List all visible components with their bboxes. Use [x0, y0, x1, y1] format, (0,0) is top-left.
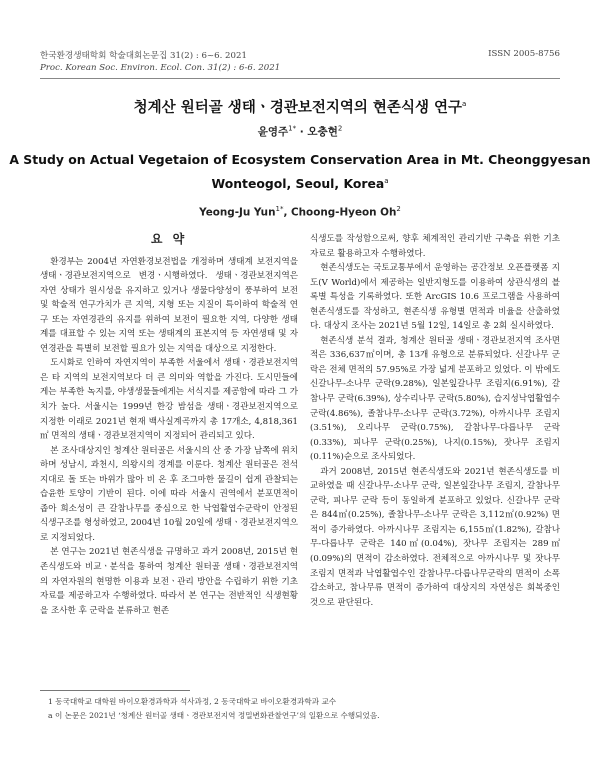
- journal-citation-ko: 한국환경생태학회 학술대회논문집 31(2) : 6~6. 2021: [40, 51, 247, 61]
- author-sep-ko: ·: [296, 126, 308, 138]
- abstract-paragraph: 도시화로 인하여 자연지역이 부족한 서울에서 생태ㆍ경관보전지역은 타 지역의 보전지역보다 더 큰 의미와 역할을 가진다. 도시민들에게는 부족한 녹지를, 야생생물들에게는 서식지를 제공함에 따라 그 가치가 높다. 서울시는 1999년 한강 밤섬을 생태ㆍ경관보전지역으로 지정한 이래로 2021년 현재 백사실계곡까지 총 17개소, 4,818,361㎡ 면적의 생태ㆍ경관보전지역이 지정되어 관리되고 있다.: [40, 358, 298, 442]
- author1-en-sup: 1*: [275, 205, 284, 213]
- paper-title-ko: [0, 96, 600, 117]
- authors-en: [0, 205, 600, 218]
- abstract-paragraph: 현존식생 분석 결과, 청계산 원터골 생태ㆍ경관보전지역 조사면적은 336,637㎡이며, 총 13개 유형으로 분류되었다. 신갈나무 군락은 전체 면적의 57.95%로 가장 넓게 분포하고 있었다. 이 밖에도 신갈나무-소나무 군락(9.28%), 일본잎갈나무 조림지(6.91%), 갈참나무 군락(6.39%), 상수리나무 군락(5.80%), 습지성낙엽활엽수 군락(4.86%), 졸참나무-소나무 군락(3.72%), 아까시나무 조림지(3.51%), 오리나무 군락(0.75%), 갈참나무-다릅나무 군락(0.33%), 피나무 군락(0.25%), 나지(0.15%), 잣나무 조림지(0.11%)순으로 조사되었다.: [310, 335, 560, 463]
- header-divider: [40, 78, 560, 79]
- abstract-paragraph: 현존식생도는 국토교통부에서 운영하는 공간정보 오픈플랫폼 지도(V World)에서 제공하는 일반지형도를 이용하여 상관식생의 블록별 특성을 기록하였다. 또한 ArcGIS 10.6 프로그램을 사용하여 현존식생도를 작성하고, 현존식생 유형별 면적과 비율을 산출하였다. 대상지 조사는 2021년 5월 12일, 14일로 총 2회 실시하였다.: [310, 263, 560, 332]
- abstract-paragraph: 과거 2008년, 2015년 현존식생도와 2021년 현존식생도를 비교하였을 때 신갈나무-소나무 군락, 일본잎갈나무 조림지, 갈참나무 군락, 피나무 군락 등이 동일하게 분포하고 있었다. 신갈나무 군락은 844㎡(0.25%), 졸참나무-소나무 군락은 3,112㎡(0.92%) 면적이 증가하였다. 아까시나무 조림지는 6,155㎡(1.82%), 갈참나무-다릅나무 군락은 140㎡(0.04%), 잣나무 조림지는 289㎡(0.09%)의 면적이 감소하였다. 전체적으로 아까시나무 및 잣나무조림지 면적과 낙엽활엽수인 갈참나무-다릅나무군락의 면적이 소폭 감소하고, 참나무류 면적이 증가하여 대상지의 자연성은 회복중인 것으로 판단된다.: [310, 466, 560, 608]
- paper-title-en-sup: a: [384, 176, 389, 185]
- author2-en: Choong-Hyeon Oh: [291, 206, 397, 219]
- footnote-divider: [40, 690, 190, 691]
- author2-en-sup: 2: [396, 205, 401, 213]
- abstract-paragraph: 환경부는 2004년 자연환경보전법을 개정하며 생태계 보전지역을 생태ㆍ경관보전지역으로 변경ㆍ시행하였다. 생태ㆍ경관보전지역은 자연 상태가 원시성을 유지하고 있거나 생물다양성이 풍부하여 보전 및 학술적 연구가치가 큰 지역, 지형 또는 지질이 특이하여 학술적 연구 또는 자연경관의 유지를 위하여 보전이 필요한 지역, 다양한 생태계를 대표할 수 있는 지역 또는 생태계의 표본지역 등 자연생태 및 자연경관을 특별히 보전할 필요가 있는 지역을 대상으로 지정한다.: [40, 256, 298, 354]
- abstract-paragraph: 식생도를 작성함으로써, 향후 체계적인 관리기반 구축을 위한 기초자료로 활용하고자 수행하였다.: [310, 234, 560, 259]
- author1-ko-sup: 1*: [288, 124, 297, 133]
- journal-header: [40, 49, 560, 61]
- journal-citation-en-text: Proc. Korean Soc. Environ. Ecol. Con. 31(2) : 6-6. 2021: [40, 63, 281, 73]
- author2-ko-sup: 2: [337, 124, 343, 133]
- paper-title-ko-sup: a: [462, 100, 467, 109]
- abstract-paragraph: 본 연구는 2021년 현존식생을 규명하고 과거 2008년, 2015년 현존식생도와 비교ㆍ분석을 통하여 청계산 원터골 생태ㆍ경관보전지역의 자연자원의 현명한 이용과 보전ㆍ관리 방안을 수립하기 위한 기초자료를 제공하고자 수행하였다. 따라서 본 연구는 전반적인 식생현황을 조사한 후 군락을 분류하고 현존: [40, 547, 298, 616]
- abstract-heading: 요 약: [150, 232, 188, 246]
- abstract-right-column: [310, 232, 560, 610]
- paper-title-ko-text: 청계산 원터골 생태ㆍ경관보전지역의 현존식생 연구: [133, 100, 463, 116]
- footnote-funding: a 이 논문은 2021년 ‘청계산 원터골 생태ㆍ경관보전지역 정밀변화관찰연구’의 일환으로 수행되었음.: [48, 711, 380, 720]
- author-sep-en: ,: [283, 206, 292, 219]
- footnote-affiliation: 1 동국대학교 대학원 바이오환경과학과 석사과정, 2 동국대학교 바이오환경과학과 교수: [48, 697, 337, 706]
- author2-ko: 오충현: [307, 126, 338, 138]
- abstract-left-column: [40, 232, 298, 618]
- paper-title-en-line2: [0, 176, 600, 191]
- author1-ko: 윤영주: [257, 126, 289, 138]
- author1-en: Yeong-Ju Yun: [199, 206, 276, 219]
- authors-ko: [0, 124, 600, 139]
- journal-citation-en: [40, 63, 560, 73]
- abstract-paragraph: 본 조사대상지인 청계산 원터골은 서울시의 산 중 가장 남쪽에 위치하며 성남시, 과천시, 의왕시의 경계를 이룬다. 청계산 원터골은 전석지대로 돌 또는 바위가 많아 비 온 후 조그마한 물길이 쉽게 관찰되는 습윤한 토양이 기반이 된다. 이에 따라 서울시 권역에서 분포면적이 좁아 희소성이 큰 갈참나무를 중심으로 한 낙엽활엽수군락이 안정된 식생구조를 형성하였고, 2004년 10월 20일에 생태ㆍ경관보전지역으로 지정되었다.: [40, 445, 298, 543]
- issn: ISSN 2005-8756: [488, 49, 560, 59]
- paper-title-en-line1: A Study on Actual Vegetaion of Ecosystem Conservation Area in Mt. Cheonggyesan: [9, 152, 591, 167]
- paper-title-en-line2-text: Wonteogol, Seoul, Korea: [211, 176, 385, 191]
